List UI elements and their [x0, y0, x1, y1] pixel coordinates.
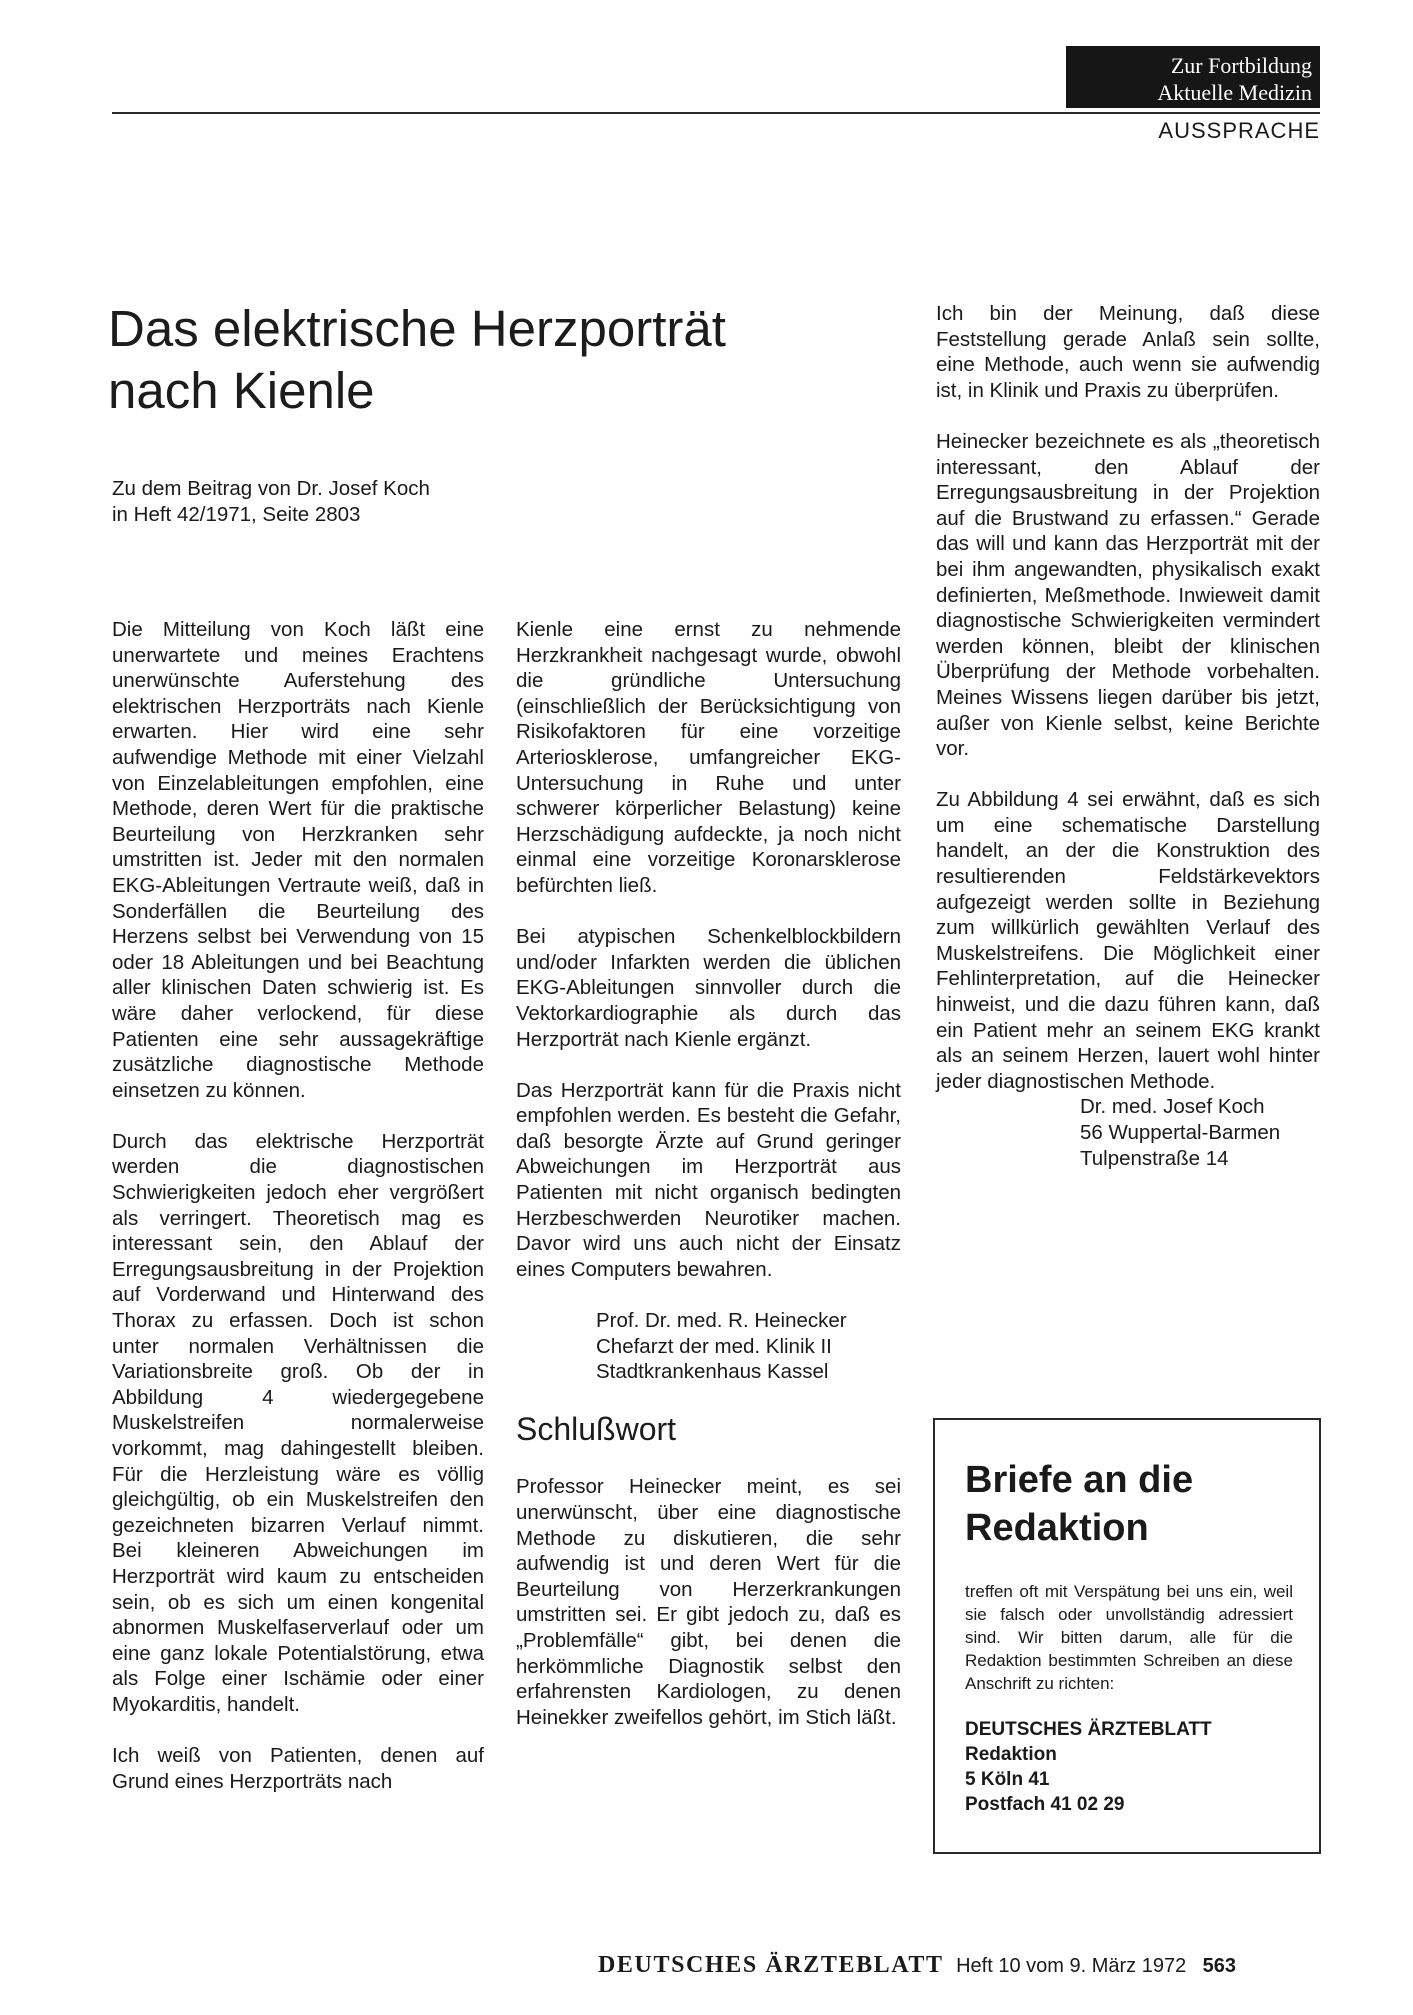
page-footer [598, 1952, 1236, 1979]
paragraph: Ich bin der Meinung, daß diese Feststellung gerade Anlaß sein sollte, eine Methode, auch wenn sie aufwendig ist, in Klinik und Praxis zu überprüfen. [936, 302, 1320, 402]
address-line: Redaktion [965, 1744, 1057, 1765]
address-line: Postfach 41 02 29 [965, 1794, 1125, 1815]
address-line: 5 Köln 41 [965, 1769, 1050, 1790]
issue-info: Heft 10 vom 9. März 1972 [956, 1955, 1187, 1977]
paragraph: Durch das elektrische Herzporträt werden die diagnostischen Schwierigkeiten jedoch eher vergrößert als verringert. Theoretisch mag es interessant sein, den Ablauf der Erregungsausbreitung in der Projektion auf Vorderwand und Hinterwand des Thorax zu erfassen. Doch ist schon unter normalen Verhältnissen die Variationsbreite groß. Ob der in Abbildung 4 wiedergegebene Muskelstreifen normalerweise vorkommt, mag dahingestellt bleiben. Für die Herzleistung wäre es völlig gleichgültig, ob ein Muskelstreifen den gezeichneten bizarren Verlauf nimmt. Bei kleineren Abweichungen im Herzporträt wird kaum zu entscheiden sein, ob es sich um einen kongenital abnormen Muskelfaserverlauf oder um eine ganz lokale Potentialstörung, etwa als Folge einer Ischämie oder einer Myokarditis, handelt. [112, 1129, 484, 1716]
editorial-address [965, 1717, 1293, 1817]
box-text: treffen oft mit Verspätung bei uns ein, weil sie falsch oder unvollständig adressiert sind. Wir bitten darum, alle für die Redaktion bestimmten Schreiben an diese Anschrift zu richten: [965, 1582, 1293, 1693]
box-title-line1: Briefe an die [965, 1459, 1194, 1501]
signature-heinecker [596, 1308, 901, 1385]
page-number: 563 [1202, 1955, 1237, 1977]
signature-line: Dr. med. Josef Koch [1080, 1095, 1265, 1119]
signature-koch [1080, 1094, 1320, 1171]
signature-line: 56 Wuppertal-Barmen [1080, 1121, 1281, 1144]
article-title-line2: nach Kienle [108, 362, 375, 419]
article-title-line1: Das elektrische Herzporträt [108, 300, 726, 357]
paragraph: Bei atypischen Schenkelblockbildern und/oder Infarkten werden die üblichen EKG-Ableitungen sinnvoller durch die Vektorkardiographie als durch das Herzporträt nach Kienle ergänzt. [516, 925, 901, 1051]
column-2 [516, 617, 901, 1756]
paragraph: Zu Abbildung 4 sei erwähnt, daß es sich um eine schematische Darstellung handelt, an der die Konstruktion des resultierenden Feldstärkevektors aufgezeigt werden sollte in Beziehung zum willkürlich gewählten Verlauf des Muskelstreifens. Die Möglichkeit einer Fehlinterpretation, auf die Heinecker hinweist, und die dazu führen kann, daß ein Patient mehr an seinem EKG krankt als an seinem Herzen, lauert wohl hinter jeder diagnostischen Methode. [936, 788, 1320, 1093]
section-label: AUSSPRACHE [1158, 118, 1320, 143]
letters-to-editor-box [933, 1418, 1321, 1854]
article-subtitle [112, 476, 430, 528]
address-line: DEUTSCHES ÄRZTEBLATT [965, 1719, 1212, 1740]
signature-line: Prof. Dr. med. R. Heinecker [596, 1309, 847, 1333]
section-tag-line1: Zur Fortbildung [1170, 53, 1312, 78]
header-rule [112, 112, 1320, 114]
paragraph: Kienle eine ernst zu nehmende Herzkrankheit nachgesagt wurde, obwohl die gründliche Untersuchung (einschließlich der Berücksichtigung von Risikofaktoren für eine vorzeitige Arteriosklerose, umfangreicher EKG-Untersuchung in Ruhe und unter schwerer körperlicher Belastung) keine Herzschädigung aufdeckte, ja noch nicht einmal eine vorzeitige Koronarsklerose befürchten ließ. [516, 618, 901, 897]
paragraph: Ich weiß von Patienten, denen auf Grund eines Herzporträts nach [112, 1744, 484, 1793]
box-title-line2: Redaktion [965, 1507, 1149, 1549]
signature-line: Stadtkrankenhaus Kassel [596, 1360, 829, 1384]
column-3 [936, 301, 1320, 1197]
section-tag-line2: Aktuelle Medizin [1157, 80, 1312, 105]
article-title [108, 298, 808, 422]
paragraph: Das Herzporträt kann für die Praxis nicht empfohlen werden. Es besteht die Gefahr, daß besorgte Ärzte auf Grund geringer Abweichungen im Herzporträt aus Patienten mit nicht organisch bedingten Herzbeschwerden Neurotiker machen. Davor wird uns auch nicht der Einsatz eines Computers bewahren. [516, 1078, 901, 1281]
signature-line: Chefarzt der med. Klinik II [596, 1334, 832, 1358]
paragraph: Heinecker bezeichnete es als „theoretisch interessant, den Ablauf der Erregungsausbreitung in der Projektion auf die Brustwand zu erfassen.“ Gerade das will und kann das Herzporträt mit der bei ihm angewandten, physikalisch exakt definierten, Meßmethode. Inwieweit damit diagnostische Schwierigkeiten vermindert werden können, bleibt der klinischen Überprüfung der Methode vorbehalten. Meines Wissens liegen darüber bis jetzt, außer von Kienle selbst, keine Berichte vor. [936, 429, 1320, 761]
publication-name: DEUTSCHES ÄRZTEBLATT [598, 1952, 944, 1978]
paragraph: Professor Heinecker meint, es sei unerwünscht, über eine diagnostische Methode zu diskutieren, die sehr aufwendig ist und deren Wert für die Beurteilung von Herzerkrankungen umstritten sei. Er gibt jedoch zu, daß es „Problemfälle“ gibt, bei denen die herkömmliche Diagnostik selbst den erfahrensten Kardiologen, zu denen Heinekker zweifellos gehört, im Stich läßt. [516, 1475, 901, 1729]
section-heading: Schlußwort [516, 1411, 677, 1448]
section-tag [1066, 46, 1320, 108]
box-title [965, 1456, 1293, 1552]
column-1 [112, 617, 484, 1820]
subtitle-line2: in Heft 42/1971, Seite 2803 [112, 503, 361, 526]
signature-line: Tulpenstraße 14 [1080, 1146, 1229, 1170]
paragraph: Die Mitteilung von Koch läßt eine unerwartete und meines Erachtens unerwünschte Auferstehung des elektrischen Herzporträts nach Kienle erwarten. Hier wird eine sehr aufwendige Methode mit einer Vielzahl von Einzelableitungen empfohlen, eine Methode, deren Wert für die praktische Beurteilung von Herzkranken sehr umstritten ist. Jeder mit den normalen EKG-Ableitungen Vertraute weiß, daß in Sonderfällen die Beurteilung des Herzens selbst bei Verwendung von 15 oder 18 Ableitungen und bei Beachtung aller klinischen Daten schwierig ist. Es wäre daher verlockend, für diese Patienten eine sehr aussagekräftige zusätzliche diagnostische Methode einsetzen zu können. [112, 618, 484, 1102]
subtitle-line1: Zu dem Beitrag von Dr. Josef Koch [112, 477, 430, 500]
